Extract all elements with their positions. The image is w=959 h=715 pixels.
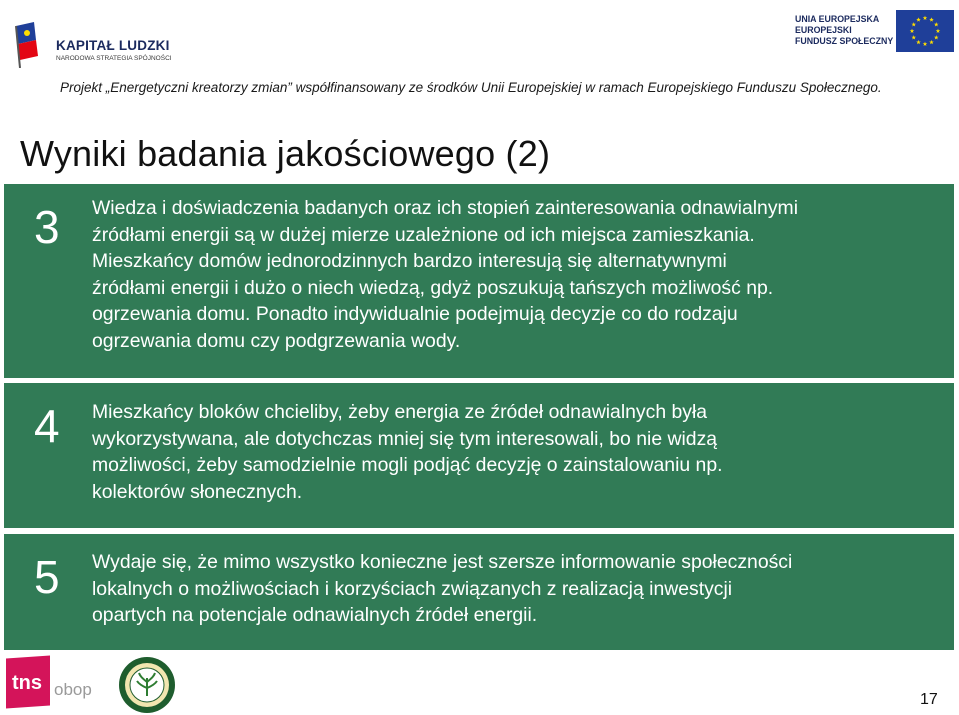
- slide-title: Wyniki badania jakościowego (2): [20, 133, 551, 174]
- finding-number: 4: [34, 400, 60, 452]
- eu-flag-icon: [896, 10, 954, 52]
- finding-line: ogrzewania domu. Ponadto indywidualnie podejmują decyzje co do rodzaju: [92, 303, 738, 325]
- page-number: 17: [920, 691, 938, 708]
- tns-logo-suffix: obop: [54, 680, 92, 699]
- eu-logo-text: [795, 14, 893, 47]
- finding-number: 5: [34, 551, 60, 603]
- finding-text: [92, 549, 872, 629]
- finding-line: ogrzewania domu czy podgrzewania wody.: [92, 329, 461, 352]
- finding-line: źródłami energii i dużo o niech wiedzą, gdyż poszukują tańszych możliwość np.: [92, 276, 774, 299]
- kapital-ludzki-subtitle: NARODOWA STRATEGIA SPÓJNOŚCI: [56, 55, 172, 62]
- finding-line: możliwości, żeby samodzielnie mogli podjąć decyzję o zainstalowaniu np.: [92, 454, 723, 476]
- eu-logo-line-1: UNIA EUROPEJSKA: [795, 14, 880, 24]
- eu-logo: [779, 0, 959, 66]
- finding-line: kolektorów słonecznych.: [92, 480, 303, 503]
- eu-logo-line-3: FUNDUSZ SPOŁECZNY: [795, 36, 894, 46]
- tns-logo-brand: tns: [12, 672, 42, 694]
- finding-line: Wiedza i doświadczenia badanych oraz ich stopień zainteresowania odnawialnymi: [92, 197, 798, 219]
- project-funding-line: Projekt „Energetyczni kreatorzy zmian” współfinansowany ze środków Unii Europejskiej w ramach Europejskiego Funduszu Społecznego.: [60, 80, 882, 95]
- finding-text: [92, 195, 872, 354]
- kapital-ludzki-flag-icon: [12, 22, 42, 68]
- finding-number: 3: [34, 201, 60, 253]
- finding-line: Mieszkańcy bloków chcieliby, żeby energia ze źródeł odnawialnych była: [92, 401, 708, 423]
- finding-line: Wydaje się, że mimo wszystko konieczne jest szersze informowanie społeczności: [92, 551, 793, 573]
- eu-logo-line-2: EUROPEJSKI: [795, 25, 852, 35]
- finding-line: źródłami energii są w dużej mierze uzależnione od ich miejsca zamieszkania.: [92, 223, 755, 246]
- kapital-ludzki-title: KAPITAŁ LUDZKI: [56, 38, 170, 53]
- finding-line: Mieszkańcy domów jednorodzinnych bardzo interesują się alternatywnymi: [92, 250, 727, 272]
- finding-line: wykorzystywana, ale dotychczas mniej się tym interesowali, bo nie widzą: [92, 427, 718, 450]
- finding-box-3: [4, 184, 954, 378]
- finding-box-4: [4, 383, 954, 528]
- round-seal-icon: [118, 656, 176, 714]
- finding-text: [92, 399, 872, 505]
- finding-box-5: [4, 534, 954, 650]
- finding-line: opartych na potencjale odnawialnych źródeł energii.: [92, 604, 538, 626]
- finding-line: lokalnych o możliwościach i korzyściach związanych z realizacją inwestycji: [92, 577, 733, 600]
- kapital-ludzki-logo: [6, 20, 172, 76]
